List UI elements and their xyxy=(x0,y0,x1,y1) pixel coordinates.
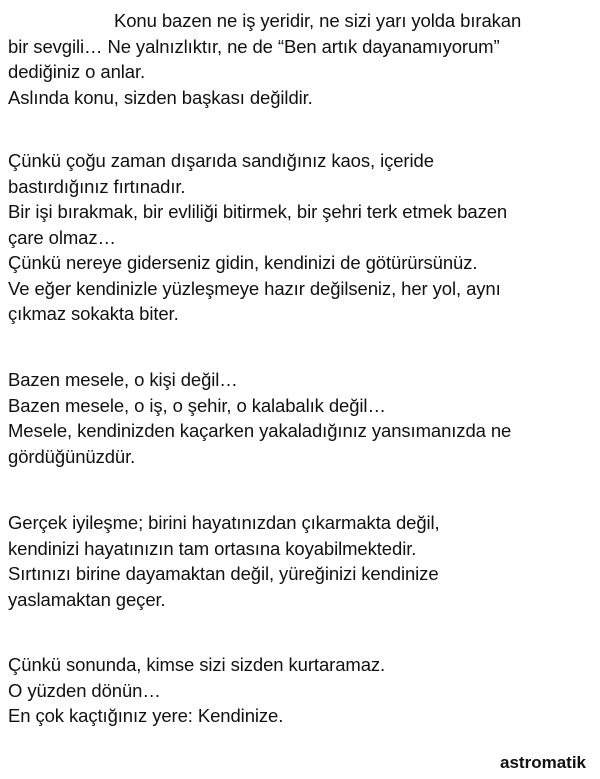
text-line: Sırtınızı birine dayamaktan değil, yüreğinizi kendinize xyxy=(8,563,439,584)
text-line: Gerçek iyileşme; birini hayatınızdan çıkarmakta değil, xyxy=(8,512,440,533)
text-line: gördüğünüzdür. xyxy=(8,445,136,467)
text-line: Çünkü sonunda, kimse sizi sizden kurtaramaz. xyxy=(8,654,386,675)
text-line: çare olmaz… xyxy=(8,226,116,248)
text-line: Bir işi bırakmak, bir evliliği bitirmek, bir şehri terk etmek bazen xyxy=(8,201,508,222)
text-line: Ve eğer kendinizle yüzleşmeye hazır değilseniz, her yol, aynı xyxy=(8,277,501,299)
text-line: çıkmaz sokakta biter. xyxy=(8,303,179,324)
paragraph-3 xyxy=(8,367,594,469)
text-line: bir sevgili… Ne yalnızlıktır, ne de “Ben artık dayanamıyorum” xyxy=(8,35,500,57)
text-line: yaslamaktan geçer. xyxy=(8,588,166,610)
text-line: Konu bazen ne iş yeridir, ne sizi yarı yolda bırakan xyxy=(114,10,522,31)
text-line: Mesele, kendinizden kaçarken yakaladığınız yansımanızda ne xyxy=(8,420,512,441)
text-line: En çok kaçtığınız yere: Kendinize. xyxy=(8,705,284,726)
text-line: Aslında konu, sizden başkası değildir. xyxy=(8,86,313,108)
text-line: kendinizi hayatınızın tam ortasına koyabilmektedir. xyxy=(8,537,417,559)
text-line: dediğiniz o anlar. xyxy=(8,61,146,82)
text-line: Bazen mesele, o kişi değil… xyxy=(8,369,238,390)
text-line: Bazen mesele, o iş, o şehir, o kalabalık değil… xyxy=(8,394,386,416)
paragraph-4 xyxy=(8,510,594,612)
paragraph-1 xyxy=(8,8,594,110)
text-line: Çünkü çoğu zaman dışarıda sandığınız kaos, içeride xyxy=(8,150,434,171)
text-line: O yüzden dönün… xyxy=(8,679,161,701)
text-line: bastırdığınız fırtınadır. xyxy=(8,175,186,197)
text-line: Çünkü nereye giderseniz gidin, kendinizi de götürürsünüz. xyxy=(8,252,478,273)
paragraph-2 xyxy=(8,148,594,327)
author-signature: astromatik xyxy=(500,753,586,772)
paragraph-5 xyxy=(8,652,594,729)
